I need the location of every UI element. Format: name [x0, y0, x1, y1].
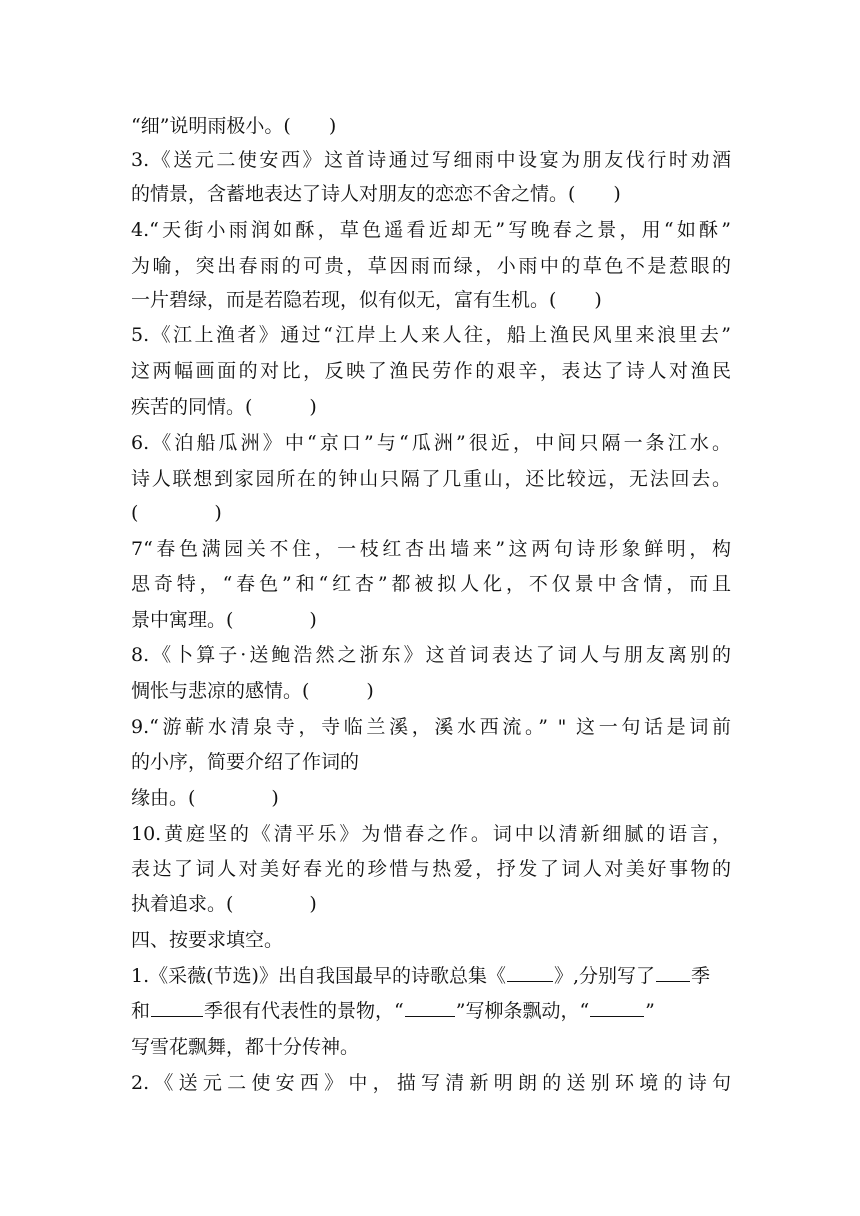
fill-text: ” [645, 1000, 655, 1022]
text-line: 写雪花飘舞，都十分传神。 [131, 1036, 360, 1058]
text-line: 5.《江上渔者》通过“江岸上人来人往，船上渔民风里来浪里去” [131, 324, 731, 346]
fill-text: ”写柳条飘动，“ [455, 1000, 590, 1022]
text-line: 的情景，含蓄地表达了诗人对朋友的恋恋不舍之情。( ) [131, 183, 621, 205]
text-line: 惆怅与悲凉的感情。( ) [131, 680, 374, 702]
text-line: 4.“天街小雨润如酥，草色遥看近却无”写晚春之景，用“如酥” [131, 219, 731, 241]
text-line: 一片碧绿，而是若隐若现，似有似无，富有生机。( ) [131, 289, 602, 311]
fill-text: 季 [691, 965, 711, 987]
text-line: 2.《送元二使安西》中，描写清新明朗的送别环境的诗句 [131, 1072, 731, 1094]
text-line: 执着追求。( ) [131, 893, 317, 915]
answer-blank[interactable] [590, 1015, 644, 1017]
text-line: 这两幅画面的对比，反映了渔民劳作的艰辛，表达了诗人对渔民 [131, 360, 731, 382]
fill-text: 1.《采薇(节选)》出自我国最早的诗歌总集《 [131, 965, 506, 987]
text-line: 10.黄庭坚的《清平乐》为惜春之作。词中以清新细腻的语言， [131, 823, 731, 845]
text-line: 7“春色满园关不住，一枝红杏出墙来”这两句诗形象鲜明，构 [131, 538, 731, 560]
text-line: 思奇特，“春色”和“红杏”都被拟人化，不仅景中含情，而且 [131, 573, 731, 595]
text-line: 表达了词人对美好春光的珍惜与热爱，抒发了词人对美好事物的 [131, 858, 731, 880]
fill-text: 季很有代表性的景物，“ [204, 1000, 404, 1022]
text-line: 8.《卜算子·送鲍浩然之浙东》这首词表达了词人与朋友离别的 [131, 644, 731, 666]
answer-blank[interactable] [151, 1015, 203, 1017]
fill-question-line [131, 994, 731, 1028]
text-line: ( ) [131, 502, 222, 524]
text-line: 景中寓理。( ) [131, 609, 317, 631]
text-line: 9.“游蕲水清泉寺，寺临兰溪，溪水西流。” " 这一句话是词前 [131, 716, 731, 738]
text-line: 诗人联想到家园所在的钟山只隔了几重山，还比较远，无法回去。 [131, 468, 731, 490]
text-line: 3.《送元二使安西》这首诗通过写细雨中设宴为朋友伐行时劝酒 [131, 149, 731, 171]
text-line: “细”说明雨极小。( ) [131, 115, 337, 137]
text-line: 疾苦的同情。( ) [131, 396, 317, 418]
answer-blank[interactable] [507, 980, 553, 982]
fill-text: 和 [131, 1000, 151, 1022]
text-line: 的小序，简要介绍了作词的 [131, 751, 360, 773]
answer-blank[interactable] [405, 1015, 455, 1017]
fill-text: 》,分别写了 [553, 965, 656, 987]
text-line: 为喻，突出春雨的可贵，草因雨而绿，小雨中的草色不是惹眼的 [131, 255, 731, 277]
text-line: 6.《泊船瓜洲》中“京口”与“瓜洲”很近，中间只隔一条江水。 [131, 432, 731, 454]
section-heading: 四、按要求填空。 [131, 929, 284, 951]
text-line: 缘由。( ) [131, 787, 279, 809]
answer-blank[interactable] [656, 980, 690, 982]
fill-question-line [131, 959, 731, 993]
